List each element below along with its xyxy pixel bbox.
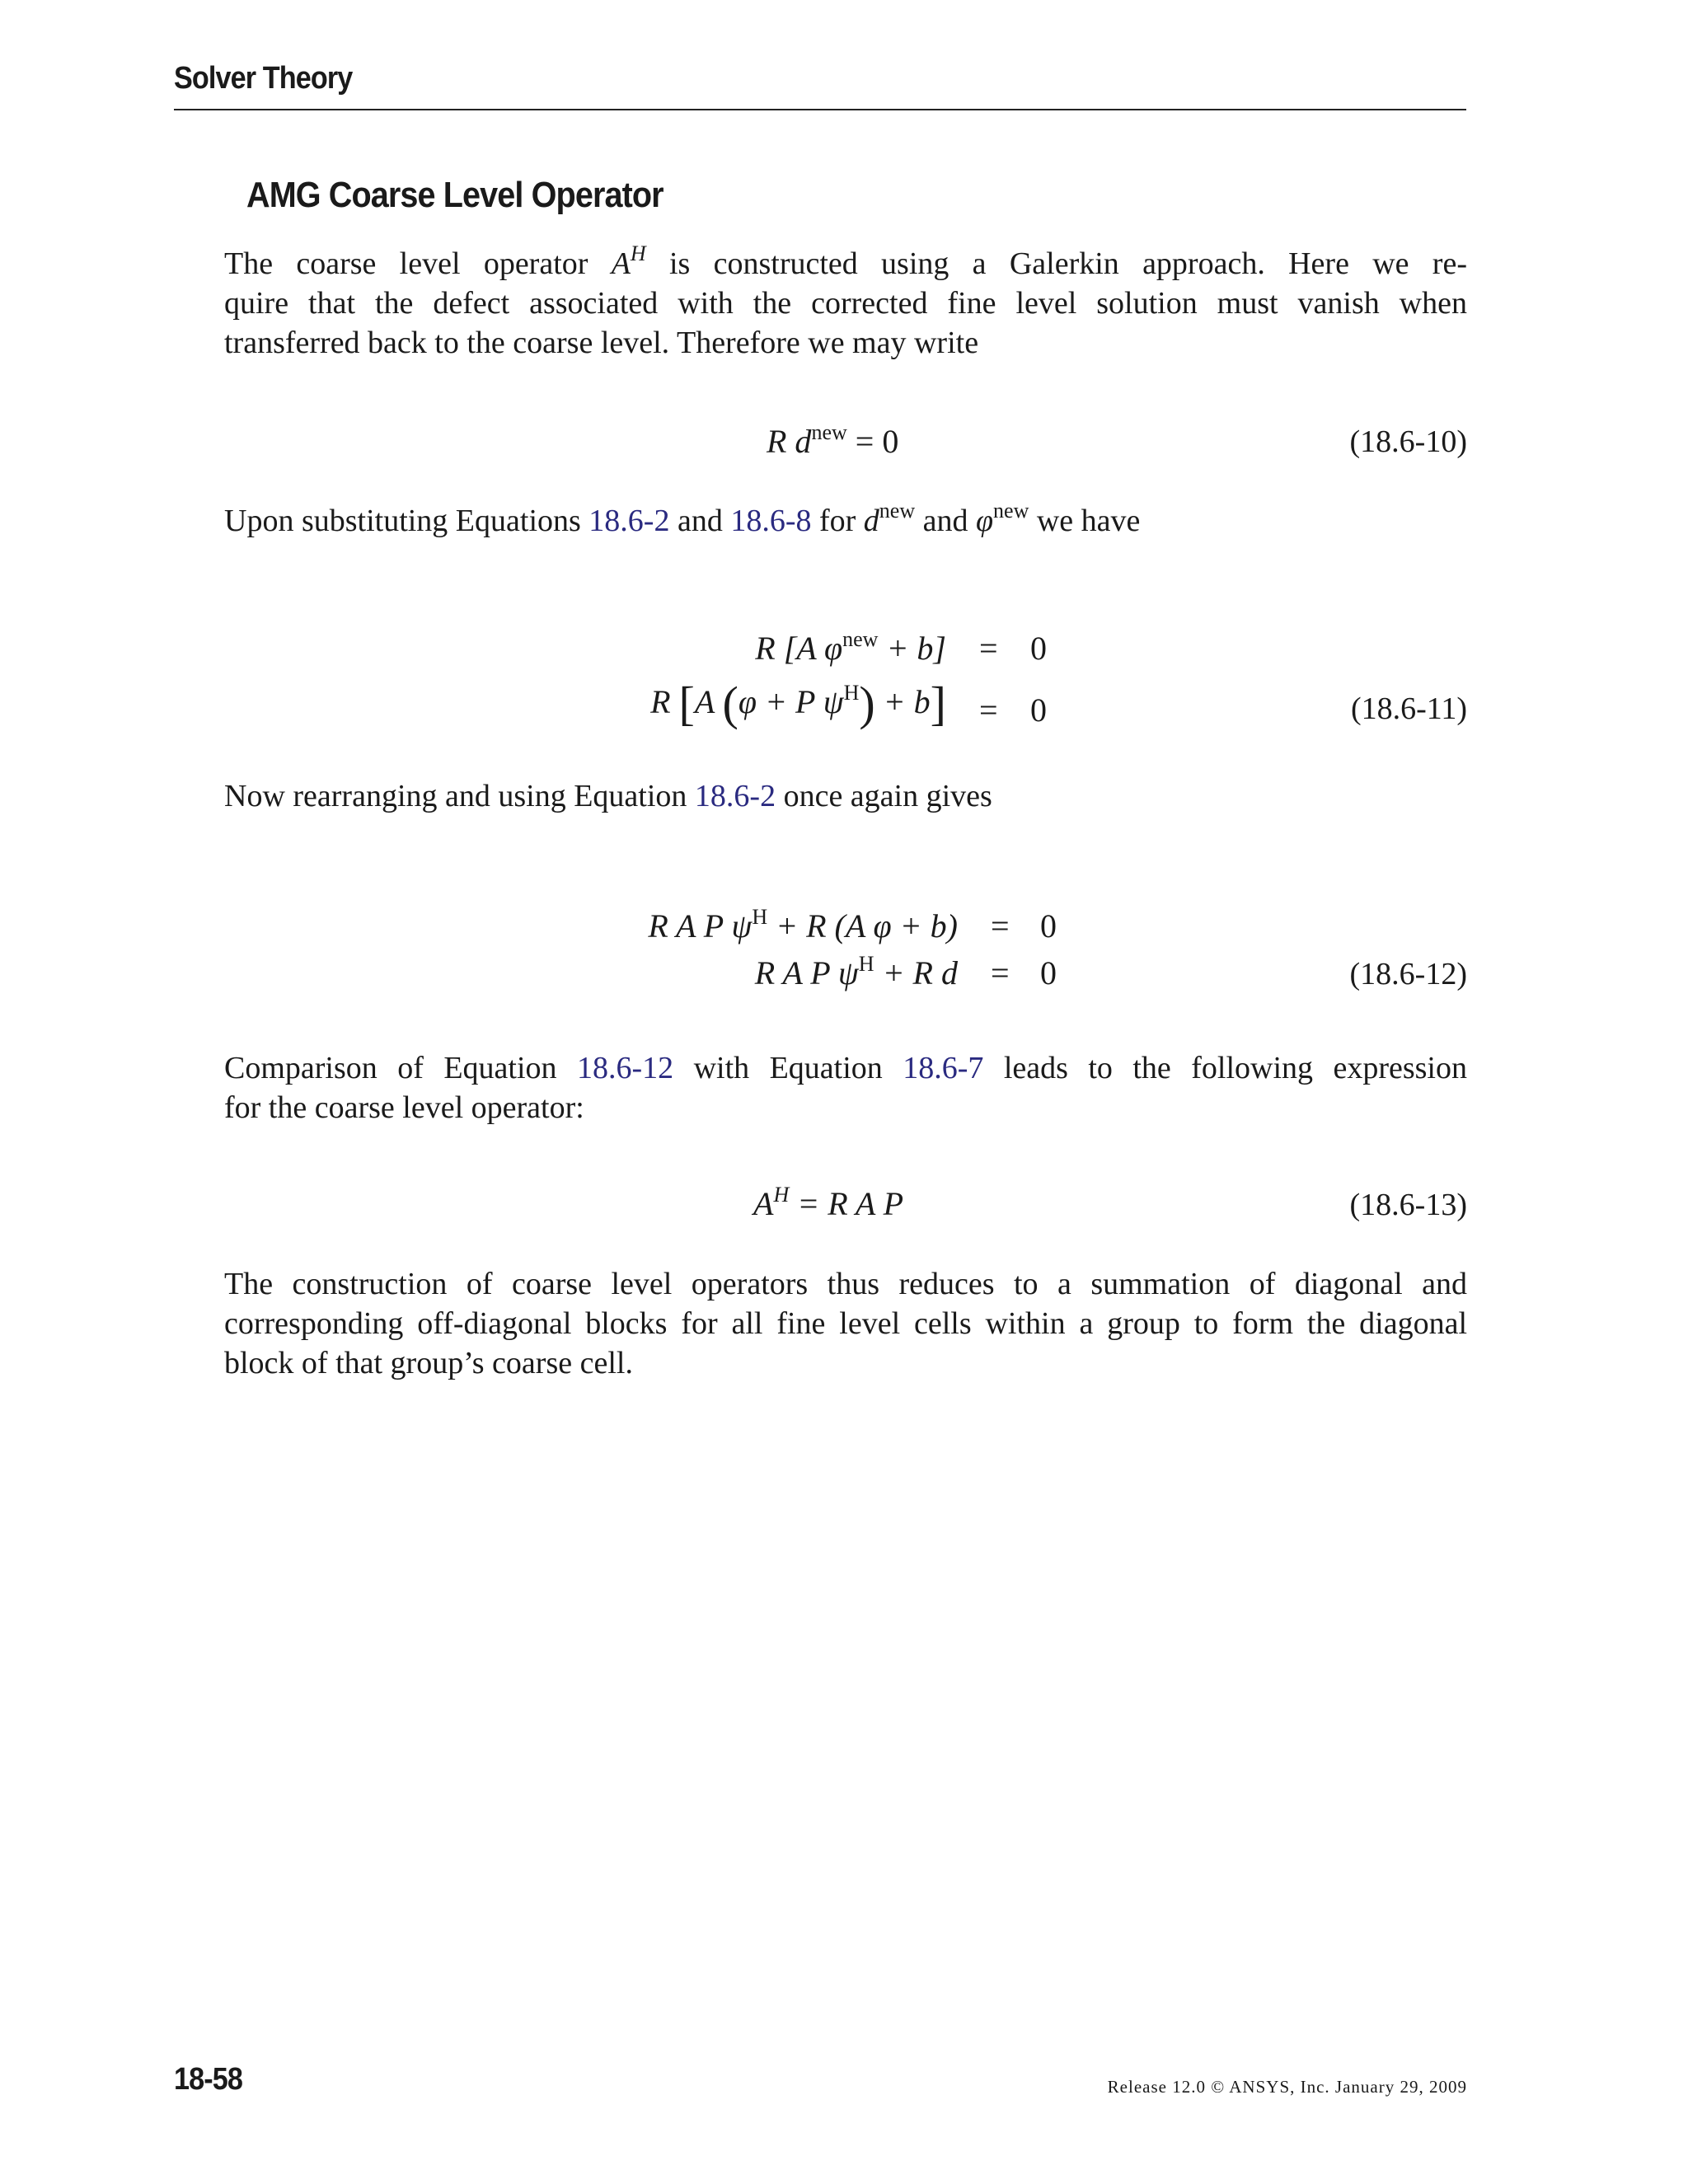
- paragraph-line: transferred back to the coarse level. Therefore we may write: [224, 326, 979, 360]
- equation-link[interactable]: 18.6-2: [694, 779, 776, 813]
- equation-rhs: 0: [1040, 954, 1057, 991]
- paragraph-line: Upon substituting Equations 18.6-2 and 18.6-8 for $d^{new}$ and $\varphi^{new}$ we have: [224, 499, 1141, 538]
- equation-link[interactable]: 18.6-7: [903, 1051, 984, 1085]
- equation-number: (18.6-12): [1349, 957, 1467, 991]
- paragraph-line: corresponding off-diagonal blocks for all fine level cells within a group to form the diagonal: [224, 1306, 1467, 1341]
- paragraph-line: quire that the defect associated with the corrected fine level solution must vanish when: [224, 286, 1467, 321]
- paragraph-conclusion: [224, 1264, 1467, 1383]
- equation-row-lhs: R [A $\varphi^{new} + b$]: [755, 627, 946, 667]
- page-number: 18-58: [174, 2062, 242, 2097]
- equation-18-6-13: $A^H = R$ A P: [753, 1183, 904, 1222]
- equation-rhs: 0: [1030, 630, 1047, 667]
- equation-rhs: 0: [1030, 691, 1047, 729]
- equation-rhs: 0: [1040, 907, 1057, 944]
- equation-link[interactable]: 18.6-12: [576, 1051, 674, 1085]
- paragraph-rearranging: [224, 776, 1467, 816]
- equation-link[interactable]: 18.6-8: [730, 504, 812, 538]
- copyright-icon: ©: [1211, 2077, 1226, 2097]
- paragraph-line: Comparison of Equation 18.6-12 with Equation 18.6-7 leads to the following expression: [224, 1051, 1467, 1085]
- equals-sign: =: [979, 691, 998, 729]
- paragraph-line: block of that group’s coarse cell.: [224, 1346, 633, 1380]
- equation-row-lhs: R A P $\psi^H + R$ (A φ + b): [648, 905, 958, 944]
- equation-18-6-10: R $d^{new} = 0$: [767, 420, 899, 460]
- equation-number: (18.6-11): [1350, 691, 1467, 726]
- paragraph-line: The construction of coarse level operators thus reduces to a summation of diagonal and: [224, 1267, 1467, 1301]
- running-header-title: Solver Theory: [174, 61, 353, 96]
- paragraph-line: Now rearranging and using Equation 18.6-2 once again gives: [224, 779, 992, 813]
- equals-sign: =: [991, 954, 1010, 991]
- paragraph-substitution: [224, 501, 1467, 541]
- paragraph-line: for the coarse level operator:: [224, 1090, 584, 1125]
- equation-row-lhs: R [A (φ + P $\psi^H) + b$]: [650, 677, 946, 730]
- equation-number: (18.6-10): [1349, 424, 1467, 459]
- equals-sign: =: [979, 630, 998, 667]
- equals-sign: =: [991, 907, 1010, 944]
- section-title: AMG Coarse Level Operator: [246, 175, 663, 215]
- equation-row-lhs: R A P $\psi^H + R$ d: [754, 952, 958, 991]
- release-info: Release 12.0 © ANSYS, Inc. January 29, 2009: [1107, 2077, 1467, 2097]
- paragraph-line: The coarse level operator $A^H$ is constructed using a Galerkin approach. Here we re-: [224, 241, 1467, 281]
- paragraph-comparison: [224, 1048, 1467, 1127]
- equation-number: (18.6-13): [1349, 1188, 1467, 1222]
- header-rule: [174, 109, 1466, 110]
- paragraph-intro: [224, 241, 1467, 363]
- equation-link[interactable]: 18.6-2: [588, 504, 670, 538]
